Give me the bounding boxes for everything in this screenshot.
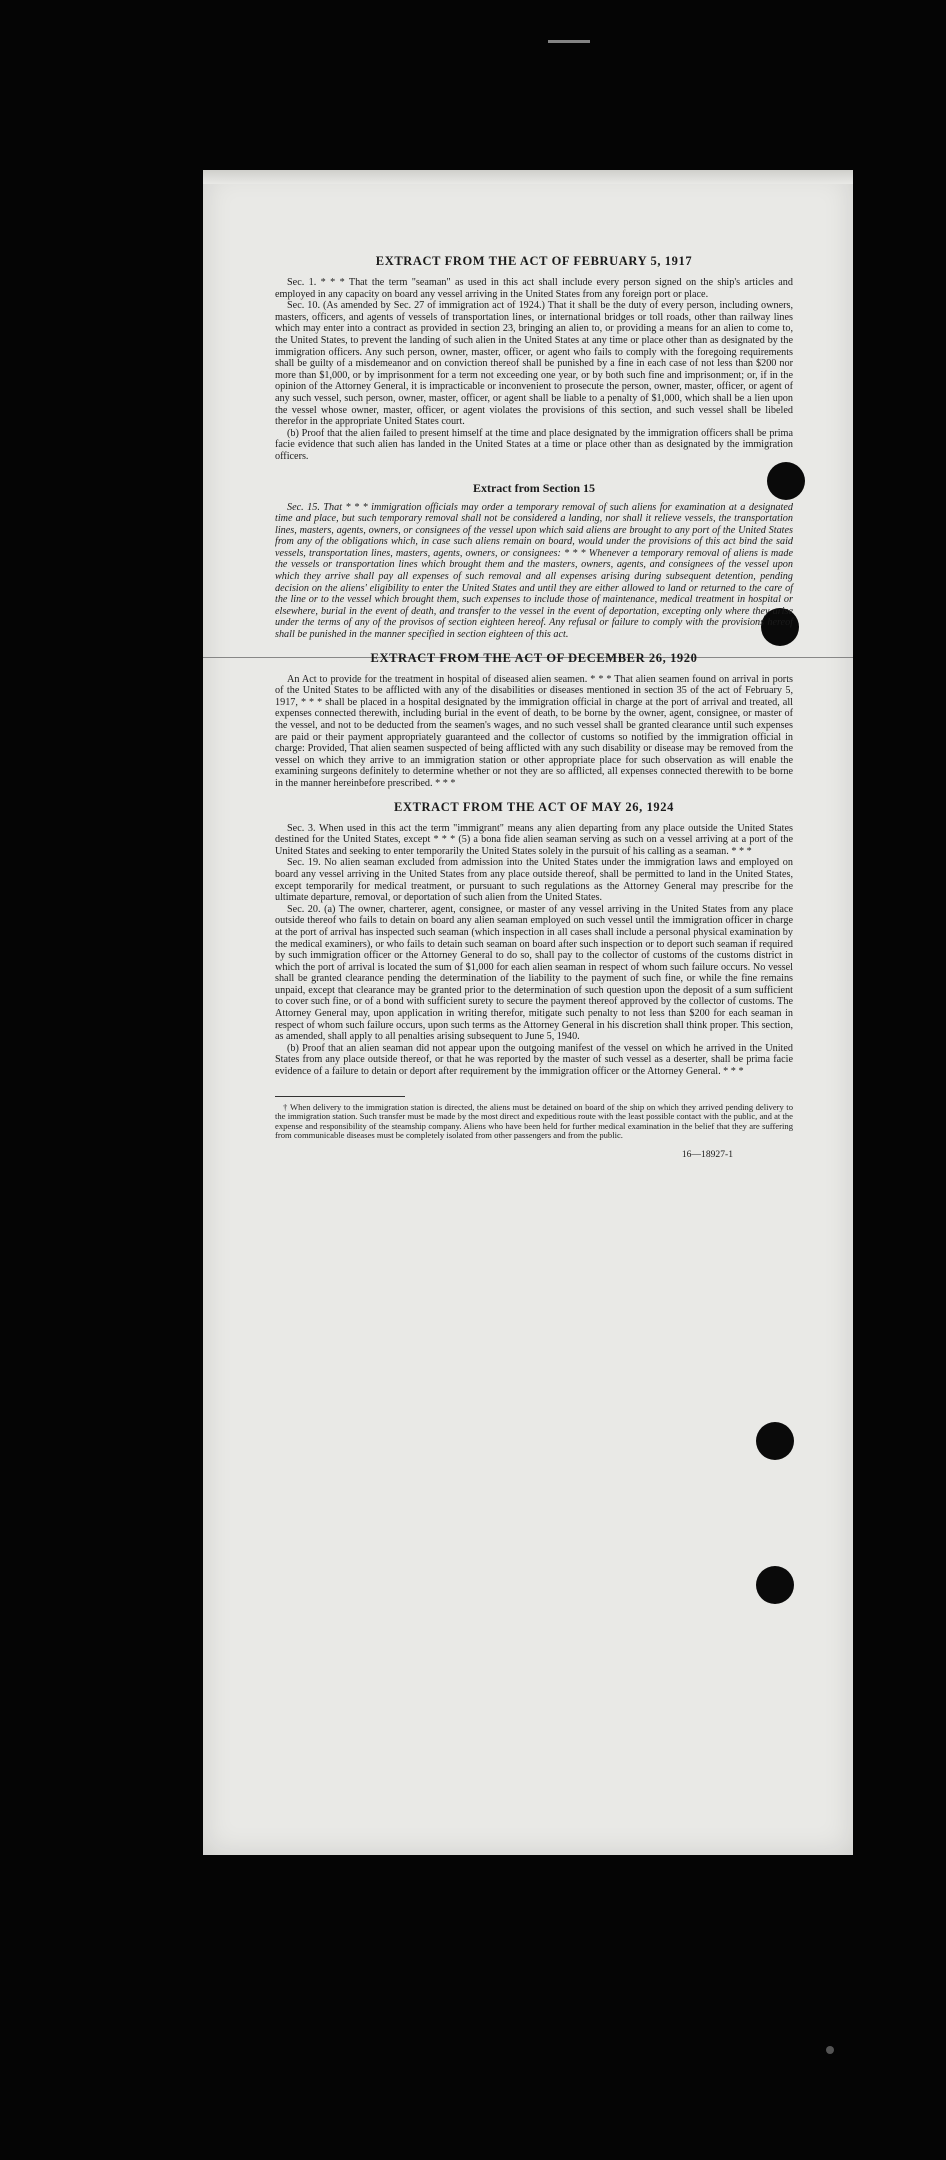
section-heading: EXTRACT FROM THE ACT OF MAY 26, 1924 [394, 799, 674, 814]
paragraph: Sec. 20. (a) The owner, charterer, agent, consignee, or master of any vessel arriving in the United States from any place outside thereof who fails to detain on board any alien seaman employed on such vessel until the immigration officer in charge at the port of arrival has inspected such seaman (which inspection in all cases shall include a personal physical examination by the medical examiners), or who fails to detain such seaman on board after such inspection or to deport such seaman if required by such immigration officer or the Attorney General to do so, shall pay to the collector of customs of the customs district in which the port of arrival is located the sum of $1,000 for each alien seaman in respect of whom such failure occurs. No vessel shall be granted clearance pending the determination of the liability to the payment of such fine, or while the fine remains unpaid, except that clearance may be granted prior to the determination of such question upon the deposit of a sum sufficient to cover such fine, or of a bond with sufficient surety to secure the payment thereof approved by the collector of customs. The Attorney General may, upon application in writing therefor, mitigate such penalty to not less than $200 for each seaman in respect of whom such failure occurs, upon such terms as the Attorney General in his discretion shall think proper. This section, as amended, shall apply to all penalties arising subsequent to June 5, 1940. [275, 903, 793, 1043]
paragraph: (b) Proof that the alien failed to present himself at the time and place designated by the immigration officers shall be prima facie evidence that such alien has landed in the United States at a time or place other than as designated by the immigration officers. [275, 427, 793, 462]
section-act-1924 [275, 800, 793, 1078]
section-heading: EXTRACT FROM THE ACT OF FEBRUARY 5, 1917 [375, 254, 693, 268]
paragraph: An Act to provide for the treatment in hospital of diseased alien seamen. * * * That alien seamen found on arrival in ports of the United States to be afflicted with any of the disabilities or diseases mentioned in section 35 of the act of February 5, 1917, * * * shall be placed in a hospital designated by the immigration official in charge at the port of arrival and treated, all expenses connected therewith, including burial in the event of death, to be borne by the owner, agent, consignee, or master of the vessel, and not to be deducted from the seamen's wages, and no such vessel shall be granted clearance until such expenses are paid or their payment appropriately guaranteed and the collector of customs so notified by the immigration official in charge: Provided, That alien seamen suspected of being afflicted with any such disability or disease may be removed from the vessel on which they arrive to an immigration station or other appropriate place for such observation as will enable the examining surgeons definitely to determine whether or not they are so afflicted, all expenses connected therewith to be borne in the manner hereinbefore prescribed. * * * [275, 673, 793, 789]
punch-hole [756, 1422, 794, 1460]
footnote-rule [275, 1096, 405, 1097]
section-heading: Extract from Section 15 [472, 480, 596, 495]
form-number: 16—18927-1 [681, 1149, 733, 1160]
page-top-shade [203, 170, 853, 184]
punch-hole [756, 1566, 794, 1604]
paragraph: (b) Proof that an alien seaman did not appear upon the outgoing manifest of the vessel on which he arrived in the United States from any place outside thereof, or that he was reported by the master of such vessel as a deserter, shall be prima facie evidence of a failure to detain or deport after requirement by the immigration officer or the Attorney General. * * * [275, 1042, 793, 1078]
paragraph: Sec. 15. That * * * immigration officials may order a temporary removal of such aliens for examination at a designated time and place, but such temporary removal shall not be considered a landing, nor shall it relieve vessels, the transportation lines, masters, agents, owners, or consignees of the vessel upon which said aliens are brought to any port of the United States from any of the obligations which, in case such aliens remain on board, would under the provisions of this act bind the said vessels, transportation lines, masters, agents, owners, or consignees: * * * Whenever a temporary removal of aliens is made the vessels or transportation lines which brought them and the masters, owners, agents, and consignees of the vessel upon which they arrive shall pay all expenses of such removal and all expenses arising during subsequent detention, pending decision on the aliens' eligibility to enter the United States and until they are either allowed to land or returned to the care of the line or to the vessel which brought them, such expenses to include those of maintenance, medical treatment in hospital or elsewhere, burial in the event of death, and transfer to the vessel in the event of deportation, excepting only where they arise under the terms of any of the provisos of section eighteen hereof. Any refusal or failure to comply with the provisions hereof shall be punished in the manner specified in section eighteen of this act. [275, 501, 793, 641]
section-act-1920 [275, 651, 793, 790]
section-act-1917 [275, 254, 793, 463]
scan-top-mark [548, 40, 590, 43]
paragraph: Sec. 19. No alien seaman excluded from admission into the United States under the immigration laws and employed on board any vessel arriving in the United States from any place outside thereof, shall be permitted to land in the United States, except temporarily for medical treatment, or pursuant to such regulations as the Attorney General may prescribe for the ultimate departure, removal, or deportation of such alien from the United States. [275, 857, 793, 904]
section-extract-15 [275, 481, 793, 641]
scan-speck [826, 2046, 834, 2054]
document-body [275, 254, 793, 1160]
footnote: † When delivery to the immigration station is directed, the aliens must be detained on board of the ship on which they arrived pending delivery to the immigration station. Such transfer must be made by the most direct and expeditious route with the least possible contact with the public, and at the expense and responsibility of the steamship company. Aliens who have been held for further medical examination in the belief that they are suffering from communicable diseases must be completely isolated from other passengers and from the public. [275, 1101, 793, 1141]
paragraph: Sec. 10. (As amended by Sec. 27 of immigration act of 1924.) That it shall be the duty of every person, including owners, masters, officers, and agents of vessels of transportation lines, or international bridges or toll roads, other than railway lines which may enter into a contract as provided in section 23, bringing an alien to, or providing a means for an alien to come to, the United States, to prevent the landing of such alien in the United States at any time or place other than as designated by the immigration officers. Any such person, owner, master, officer, or agent who fails to comply with the foregoing requirements shall be guilty of a misdemeanor and on conviction thereof shall be punished by a fine in each case of not less than $200 nor more than $1,000, or by imprisonment for a term not exceeding one year, or by both such fine and imprisonment; or, if in the opinion of the Attorney General, it is impracticable or inconvenient to prosecute the person, owner, master, officer, or agent of any such vessel, such person, owner, master, officer, or agent shall be liable to a penalty of $1,000, which shall be a lien upon the vessel whose owner, master, officer, or agent violates the provisions of this section, and such vessel shall be libeled therefor in the appropriate United States court. [275, 300, 793, 428]
paragraph: Sec. 1. * * * That the term "seaman" as used in this act shall include every person signed on the ship's articles and employed in any capacity on board any vessel arriving in the United States from any foreign port or place. [275, 277, 793, 300]
document-page [203, 170, 853, 1855]
section-heading: EXTRACT FROM THE ACT OF DECEMBER 26, 1920 [370, 650, 698, 665]
paragraph: Sec. 3. When used in this act the term "immigrant" means any alien departing from any place outside the United States destined for the United States, except * * * (5) a bona fide alien seaman serving as such on a vessel arriving at a port of the United States and seeking to enter temporarily the United States solely in the pursuit of his calling as a seaman. * * * [275, 822, 793, 857]
